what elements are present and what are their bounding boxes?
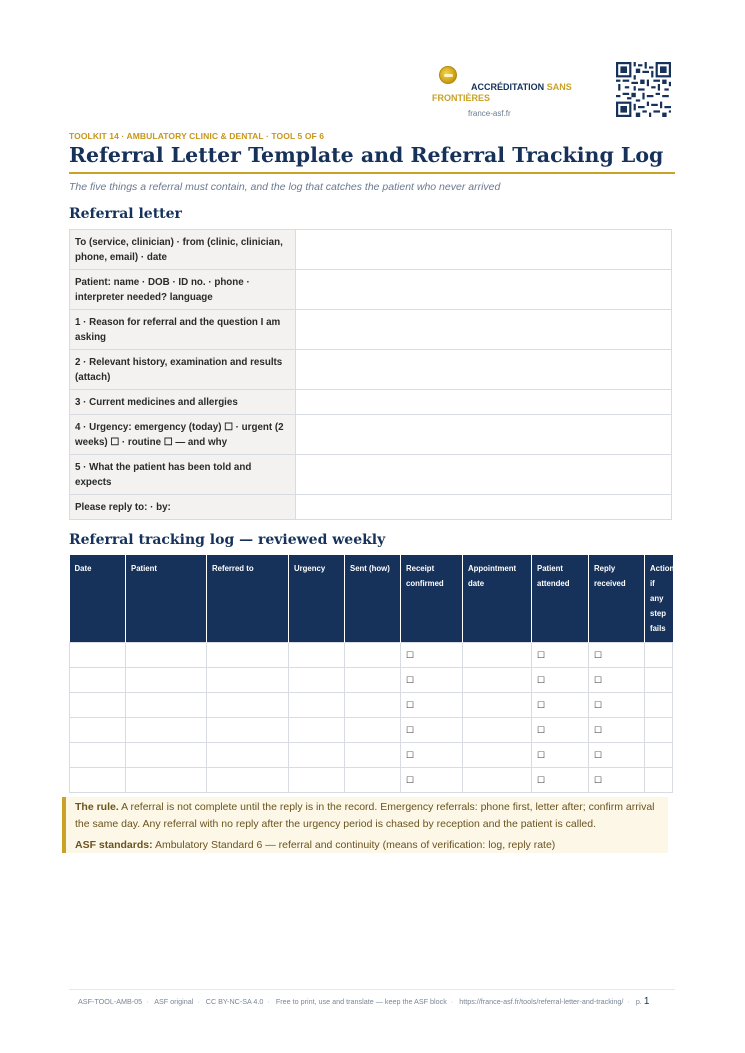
letter-row bbox=[70, 415, 672, 455]
log-cell[interactable] bbox=[70, 643, 126, 668]
footer-note: Free to print, use and translate — keep the ASF block bbox=[275, 997, 447, 1006]
table-row bbox=[70, 718, 673, 743]
log-header-row bbox=[70, 555, 673, 643]
column-header-urgency: Urgency bbox=[289, 555, 345, 643]
letter-row bbox=[70, 310, 672, 350]
checkbox-cell[interactable]: ☐ bbox=[401, 668, 463, 693]
letter-field-label: Please reply to: · by: bbox=[70, 495, 296, 520]
brand-line2: FRONTIÈRES bbox=[432, 93, 491, 103]
log-cell[interactable] bbox=[289, 693, 345, 718]
letter-field-value[interactable] bbox=[296, 390, 672, 415]
callout-rule bbox=[75, 799, 668, 833]
checkbox-cell[interactable]: ☐ bbox=[532, 668, 589, 693]
letter-field-label: 3 · Current medicines and allergies bbox=[70, 390, 296, 415]
log-cell[interactable] bbox=[126, 693, 207, 718]
footer-code: ASF-TOOL-AMB-05 bbox=[78, 997, 143, 1006]
checkbox-cell[interactable]: ☐ bbox=[589, 643, 645, 668]
column-header-patient-attended: Patient attended bbox=[532, 555, 589, 643]
letter-field-value[interactable] bbox=[296, 455, 672, 495]
letter-field-label: Patient: name · DOB · ID no. · phone · interpreter needed? language bbox=[70, 270, 296, 310]
brand-name bbox=[432, 82, 602, 104]
log-cell[interactable] bbox=[289, 743, 345, 768]
asf-logo bbox=[430, 64, 600, 120]
log-cell[interactable] bbox=[345, 718, 401, 743]
footer-divider bbox=[69, 989, 675, 990]
checkbox-cell[interactable]: ☐ bbox=[532, 643, 589, 668]
log-cell[interactable] bbox=[645, 768, 673, 793]
log-cell[interactable] bbox=[207, 668, 289, 693]
footer-page-label: p. bbox=[635, 997, 642, 1006]
log-cell[interactable] bbox=[126, 643, 207, 668]
table-row bbox=[70, 693, 673, 718]
log-cell[interactable] bbox=[207, 643, 289, 668]
log-cell[interactable] bbox=[345, 743, 401, 768]
letter-field-label: 4 · Urgency: emergency (today) ☐ · urgent (2 weeks) ☐ · routine ☐ — and why bbox=[70, 415, 296, 455]
log-cell[interactable] bbox=[289, 668, 345, 693]
letter-row bbox=[70, 495, 672, 520]
log-cell[interactable] bbox=[463, 668, 532, 693]
checkbox-cell[interactable]: ☐ bbox=[401, 768, 463, 793]
column-header-date: Date bbox=[70, 555, 126, 643]
log-cell[interactable] bbox=[289, 643, 345, 668]
page-header bbox=[0, 0, 745, 125]
checkbox-cell[interactable]: ☐ bbox=[532, 768, 589, 793]
footer-license: CC BY-NC-SA 4.0 bbox=[205, 997, 264, 1006]
letter-field-value[interactable] bbox=[296, 270, 672, 310]
log-cell[interactable] bbox=[289, 718, 345, 743]
log-cell[interactable] bbox=[207, 718, 289, 743]
log-cell[interactable] bbox=[463, 743, 532, 768]
log-body bbox=[70, 643, 673, 793]
checkbox-cell[interactable]: ☐ bbox=[589, 718, 645, 743]
log-cell[interactable] bbox=[645, 718, 673, 743]
toolkit-kicker: TOOLKIT 14 · AMBULATORY CLINIC & DENTAL · TOOL 5 OF 6 bbox=[69, 131, 325, 141]
log-cell[interactable] bbox=[126, 768, 207, 793]
log-cell[interactable] bbox=[463, 718, 532, 743]
footer-origin: ASF original bbox=[154, 997, 194, 1006]
log-cell[interactable] bbox=[645, 693, 673, 718]
log-cell[interactable] bbox=[207, 743, 289, 768]
log-cell[interactable] bbox=[345, 668, 401, 693]
page-title: Referral Letter Template and Referral Tracking Log bbox=[69, 143, 664, 167]
log-cell[interactable] bbox=[463, 768, 532, 793]
letter-field-value[interactable] bbox=[296, 230, 672, 270]
callout-standards bbox=[75, 837, 668, 854]
page-footer: ASF-TOOL-AMB-05 · ASF original · CC BY-NC-SA 4.0 · Free to print, use and translate — keep the ASF block · https://france-asf.fr/tools/referral-letter-and-tracking/ · p. 1 bbox=[78, 996, 650, 1007]
table-row bbox=[70, 668, 673, 693]
log-cell[interactable] bbox=[126, 718, 207, 743]
brand-line1: ACCRÉDITATION bbox=[471, 82, 545, 92]
qr-code-icon bbox=[616, 62, 671, 117]
letter-field-label: 5 · What the patient has been told and expects bbox=[70, 455, 296, 495]
page-subtitle: The five things a referral must contain, and the log that catches the patient who never arrived bbox=[69, 181, 501, 193]
log-cell[interactable] bbox=[70, 693, 126, 718]
letter-row bbox=[70, 350, 672, 390]
log-cell[interactable] bbox=[207, 768, 289, 793]
callout-rule-text: A referral is not complete until the reply is in the record. Emergency referrals: phone first, letter after; confirm arrival the same day. Any referral with no reply after the urgency period is chased by reception and the patient is called. bbox=[75, 801, 655, 830]
log-cell[interactable] bbox=[463, 643, 532, 668]
column-header-patient: Patient bbox=[126, 555, 207, 643]
checkbox-cell[interactable]: ☐ bbox=[589, 743, 645, 768]
title-divider bbox=[69, 172, 675, 174]
log-cell[interactable] bbox=[345, 693, 401, 718]
letter-row bbox=[70, 455, 672, 495]
checkbox-cell[interactable]: ☐ bbox=[401, 643, 463, 668]
section-heading-tracking-log: Referral tracking log — reviewed weekly bbox=[69, 532, 386, 548]
log-cell[interactable] bbox=[70, 768, 126, 793]
log-cell[interactable] bbox=[70, 668, 126, 693]
checkbox-cell[interactable]: ☐ bbox=[532, 693, 589, 718]
log-cell[interactable] bbox=[645, 643, 673, 668]
checkbox-cell[interactable]: ☐ bbox=[401, 718, 463, 743]
letter-field-label: 1 · Reason for referral and the question I am asking bbox=[70, 310, 296, 350]
table-row bbox=[70, 743, 673, 768]
checkbox-cell[interactable]: ☐ bbox=[589, 768, 645, 793]
log-cell[interactable] bbox=[645, 743, 673, 768]
brand-url: france-asf.fr bbox=[468, 109, 511, 118]
column-header-referred-to: Referred to bbox=[207, 555, 289, 643]
checkbox-cell[interactable]: ☐ bbox=[401, 693, 463, 718]
footer-url[interactable]: https://france-asf.fr/tools/referral-letter-and-tracking/ bbox=[459, 997, 624, 1006]
column-header-sent-how: Sent (how) bbox=[345, 555, 401, 643]
letter-field-value[interactable] bbox=[296, 495, 672, 520]
letter-field-value[interactable] bbox=[296, 310, 672, 350]
letter-field-label: 2 · Relevant history, examination and results (attach) bbox=[70, 350, 296, 390]
log-cell[interactable] bbox=[207, 693, 289, 718]
callout-standards-text: Ambulatory Standard 6 — referral and continuity (means of verification: log, reply rate) bbox=[154, 839, 556, 851]
callout-standards-label: ASF standards: bbox=[75, 839, 153, 851]
letter-field-value[interactable] bbox=[296, 350, 672, 390]
letter-row bbox=[70, 390, 672, 415]
brand-line1-accent: SANS bbox=[546, 82, 572, 92]
log-cell[interactable] bbox=[126, 743, 207, 768]
column-header-reply-received: Reply received bbox=[589, 555, 645, 643]
checkbox-cell[interactable]: ☐ bbox=[589, 693, 645, 718]
letter-row bbox=[70, 270, 672, 310]
footer-page-number: 1 bbox=[643, 996, 650, 1007]
log-cell[interactable] bbox=[345, 643, 401, 668]
rule-callout bbox=[62, 797, 668, 853]
checkbox-cell[interactable]: ☐ bbox=[532, 743, 589, 768]
column-header-appointment-date: Appointment date bbox=[463, 555, 532, 643]
log-cell[interactable] bbox=[126, 668, 207, 693]
log-cell[interactable] bbox=[70, 743, 126, 768]
log-cell[interactable] bbox=[70, 718, 126, 743]
log-cell[interactable] bbox=[645, 668, 673, 693]
table-row bbox=[70, 768, 673, 793]
letter-row bbox=[70, 230, 672, 270]
column-header-receipt-confirmed: Receipt confirmed bbox=[401, 555, 463, 643]
referral-tracking-log-table bbox=[69, 555, 673, 793]
letter-field-value[interactable] bbox=[296, 415, 672, 455]
callout-rule-label: The rule. bbox=[75, 801, 119, 813]
section-heading-referral-letter: Referral letter bbox=[69, 206, 182, 222]
checkbox-cell[interactable]: ☐ bbox=[401, 743, 463, 768]
log-cell[interactable] bbox=[345, 768, 401, 793]
table-row bbox=[70, 643, 673, 668]
column-header-action: Action if any step fails bbox=[645, 555, 673, 643]
referral-letter-table bbox=[69, 229, 672, 520]
checkbox-cell[interactable]: ☐ bbox=[589, 668, 645, 693]
letter-field-label: To (service, clinician) · from (clinic, clinician, phone, email) · date bbox=[70, 230, 296, 270]
log-cell[interactable] bbox=[289, 768, 345, 793]
log-cell[interactable] bbox=[463, 693, 532, 718]
checkbox-cell[interactable]: ☐ bbox=[532, 718, 589, 743]
